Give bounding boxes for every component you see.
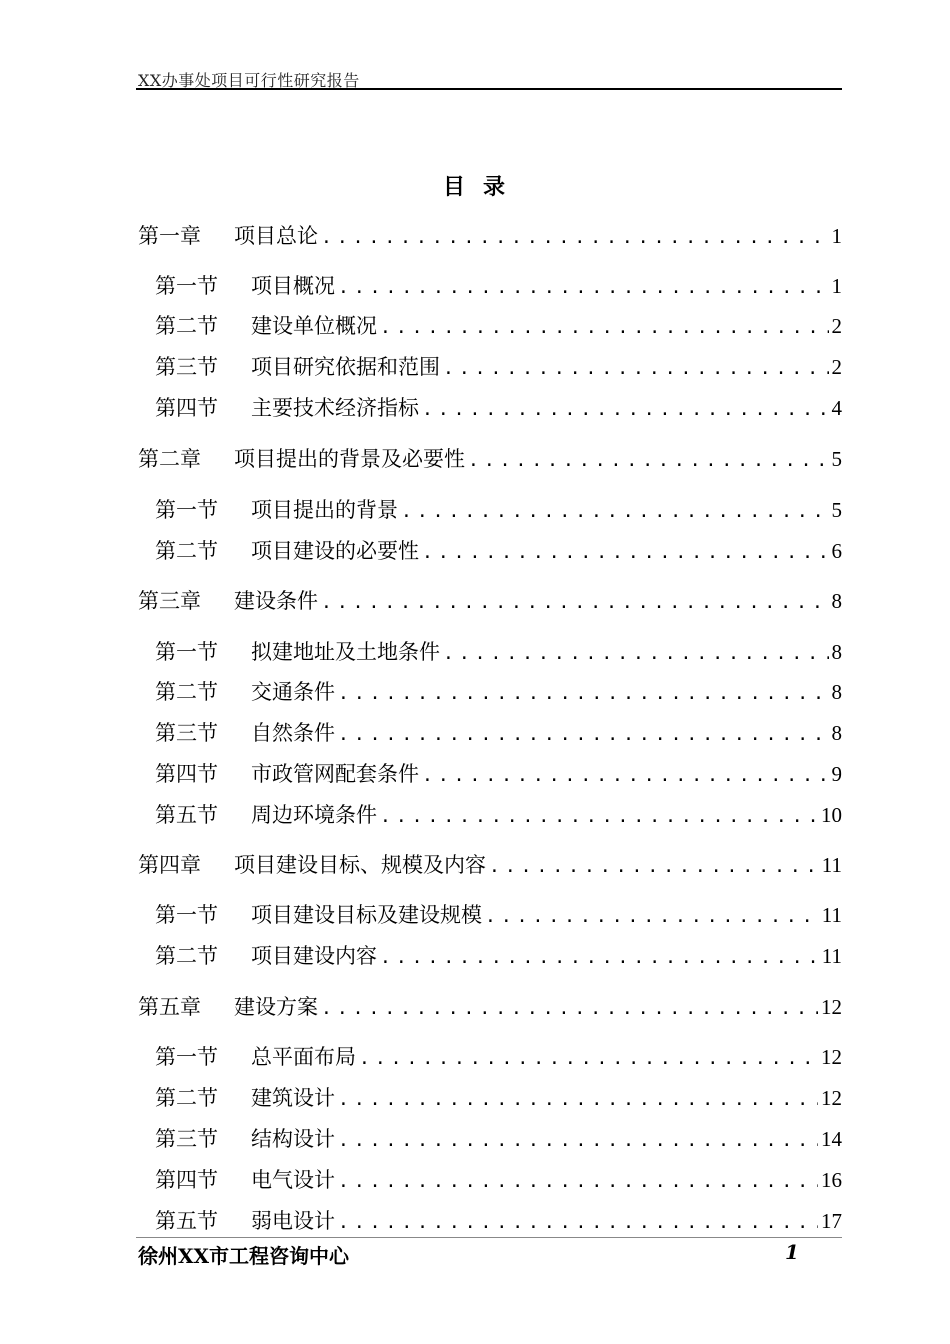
toc-entry-number: 第三节 — [155, 1127, 218, 1151]
toc-dot-leader — [422, 761, 829, 791]
toc-entry-label: 交通条件 — [251, 680, 335, 704]
toc-dot-leader — [485, 902, 819, 932]
toc-entry-label: 项目建设内容 — [251, 944, 377, 968]
toc-section-entry — [155, 311, 842, 341]
toc-entry-page: 8 — [831, 589, 842, 613]
toc-section-entry — [155, 393, 842, 423]
toc-dot-leader — [359, 1044, 818, 1074]
toc-entry-number: 第一节 — [155, 498, 218, 522]
toc-entry-number: 第一章 — [138, 224, 201, 248]
toc-dot-leader — [380, 802, 818, 832]
toc-dot-leader — [338, 1085, 818, 1115]
toc-entry-label: 项目建设的必要性 — [251, 539, 419, 563]
toc-dot-leader — [321, 223, 829, 253]
toc-entry-label: 项目提出的背景 — [251, 498, 398, 522]
toc-dot-leader — [321, 588, 829, 618]
toc-entry-label: 建设方案 — [234, 995, 318, 1019]
toc-dot-leader — [321, 994, 818, 1024]
toc-dot-leader — [468, 446, 829, 476]
toc-dot-leader — [443, 639, 829, 669]
toc-section-entry — [155, 1083, 842, 1113]
toc-entry-label: 建筑设计 — [251, 1086, 335, 1110]
toc-entry-page: 16 — [821, 1168, 842, 1192]
toc-entry-number: 第二节 — [155, 680, 218, 704]
toc-section-entry — [155, 637, 842, 667]
toc-entry-page: 8 — [831, 721, 842, 745]
toc-entry-page: 12 — [821, 995, 842, 1019]
toc-section-entry — [155, 759, 842, 789]
footer-organization: 徐州XX市工程咨询中心 — [138, 1244, 350, 1268]
toc-entry-label: 周边环境条件 — [251, 803, 377, 827]
toc-entry-label: 结构设计 — [251, 1127, 335, 1151]
toc-dot-leader — [489, 852, 819, 882]
toc-entry-label: 主要技术经济指标 — [251, 396, 419, 420]
toc-section-entry — [155, 1042, 842, 1072]
toc-section-entry — [155, 677, 842, 707]
toc-title — [0, 170, 950, 201]
toc-entry-page: 2 — [831, 355, 842, 379]
toc-entry-page: 4 — [831, 396, 842, 420]
toc-section-entry — [155, 495, 842, 525]
toc-entry-number: 第五节 — [155, 1209, 218, 1233]
toc-entry-page: 2 — [831, 314, 842, 338]
toc-entry-page: 9 — [831, 762, 842, 786]
toc-entry-label: 项目概况 — [251, 274, 335, 298]
toc-entry-number: 第一节 — [155, 640, 218, 664]
toc-entry-label: 弱电设计 — [251, 1209, 335, 1233]
toc-entry-number: 第四节 — [155, 396, 218, 420]
toc-entry-label: 拟建地址及土地条件 — [251, 640, 440, 664]
toc-entry-number: 第一节 — [155, 903, 218, 927]
toc-section-entry — [155, 352, 842, 382]
toc-chapter-entry — [138, 586, 842, 616]
toc-section-entry — [155, 271, 842, 301]
toc-entry-page: 12 — [821, 1045, 842, 1069]
toc-title-char-1: 目 — [442, 174, 467, 200]
toc-dot-leader — [443, 354, 829, 384]
toc-chapter-entry — [138, 444, 842, 474]
toc-entry-number: 第三节 — [155, 721, 218, 745]
toc-entry-number: 第二章 — [138, 447, 201, 471]
toc-title-char-2: 录 — [483, 174, 508, 200]
toc-dot-leader — [338, 1126, 818, 1156]
toc-entry-page: 8 — [831, 640, 842, 664]
header-rule — [136, 88, 842, 90]
toc-entry-number: 第二节 — [155, 314, 218, 338]
toc-dot-leader — [338, 720, 829, 750]
toc-entry-number: 第五章 — [138, 995, 201, 1019]
toc-section-entry — [155, 800, 842, 830]
toc-entry-label: 市政管网配套条件 — [251, 762, 419, 786]
toc-entry-number: 第二节 — [155, 539, 218, 563]
toc-entry-label: 项目建设目标及建设规模 — [251, 903, 482, 927]
toc-section-entry — [155, 718, 842, 748]
toc-entry-label: 建设单位概况 — [251, 314, 377, 338]
toc-entry-page: 11 — [821, 944, 842, 968]
toc-entry-number: 第三节 — [155, 355, 218, 379]
toc-entry-number: 第四节 — [155, 762, 218, 786]
toc-section-entry — [155, 1124, 842, 1154]
toc-entry-page: 11 — [821, 903, 842, 927]
toc-entry-number: 第一节 — [155, 274, 218, 298]
toc-chapter-entry — [138, 850, 842, 880]
toc-entry-number: 第四节 — [155, 1168, 218, 1192]
toc-entry-page: 5 — [831, 447, 842, 471]
toc-entry-label: 电气设计 — [251, 1168, 335, 1192]
toc-entry-number: 第二节 — [155, 1086, 218, 1110]
toc-entry-number: 第四章 — [138, 853, 201, 877]
toc-entry-page: 1 — [831, 224, 842, 248]
toc-entry-page: 11 — [821, 853, 842, 877]
toc-chapter-entry — [138, 992, 842, 1022]
toc-entry-label: 自然条件 — [251, 721, 335, 745]
toc-dot-leader — [338, 273, 829, 303]
toc-entry-page: 10 — [821, 803, 842, 827]
toc-entry-number: 第三章 — [138, 589, 201, 613]
toc-section-entry — [155, 1165, 842, 1195]
toc-entry-number: 第二节 — [155, 944, 218, 968]
toc-dot-leader — [338, 1167, 818, 1197]
toc-entry-page: 8 — [831, 680, 842, 704]
toc-entry-page: 5 — [831, 498, 842, 522]
toc-entry-label: 项目总论 — [234, 224, 318, 248]
toc-entry-label: 项目建设目标、规模及内容 — [234, 853, 486, 877]
toc-chapter-entry — [138, 221, 842, 251]
toc-dot-leader — [401, 497, 829, 527]
toc-entry-label: 项目研究依据和范围 — [251, 355, 440, 379]
toc-entry-number: 第一节 — [155, 1045, 218, 1069]
running-header: XX办事处项目可行性研究报告 — [138, 71, 360, 90]
toc-dot-leader — [380, 943, 819, 973]
toc-entry-label: 建设条件 — [234, 589, 318, 613]
toc-dot-leader — [422, 538, 829, 568]
footer-rule — [136, 1237, 842, 1238]
toc-dot-leader — [422, 395, 829, 425]
toc-entry-page: 1 — [831, 274, 842, 298]
toc-entry-number: 第五节 — [155, 803, 218, 827]
toc-entry-label: 总平面布局 — [251, 1045, 356, 1069]
toc-section-entry — [155, 900, 842, 930]
toc-entry-page: 6 — [831, 539, 842, 563]
toc-section-entry — [155, 1206, 842, 1236]
toc-dot-leader — [380, 313, 829, 343]
toc-entry-page: 17 — [821, 1209, 842, 1233]
toc-section-entry — [155, 536, 842, 566]
toc-section-entry — [155, 941, 842, 971]
toc-entry-label: 项目提出的背景及必要性 — [234, 447, 465, 471]
toc-dot-leader — [338, 1208, 818, 1238]
toc-entry-page: 12 — [821, 1086, 842, 1110]
toc-entry-page: 14 — [821, 1127, 842, 1151]
footer-page-number: 1 — [785, 1240, 799, 1264]
toc-dot-leader — [338, 679, 829, 709]
